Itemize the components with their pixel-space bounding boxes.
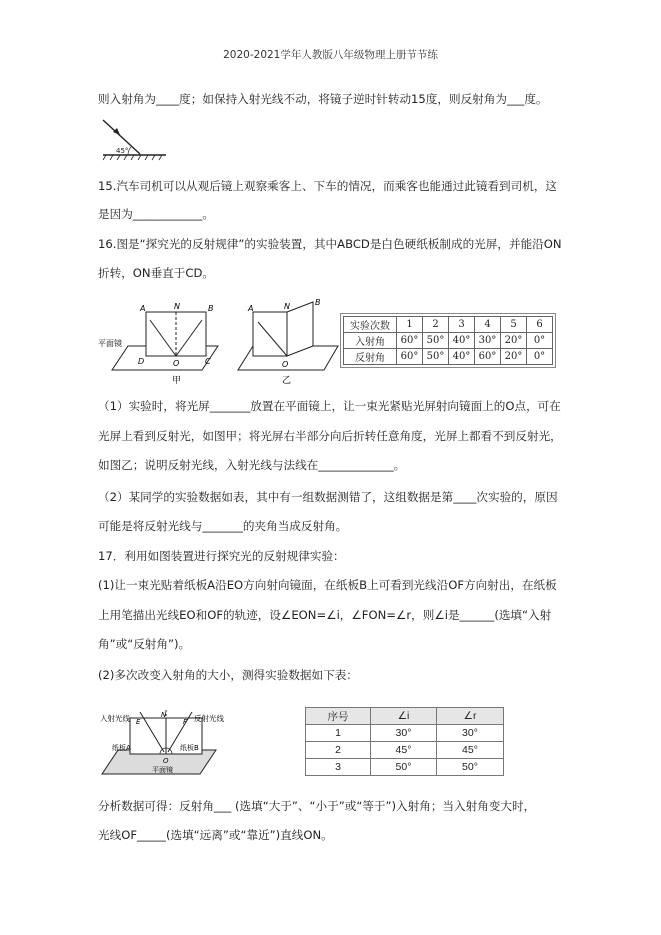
label-board-B: 纸板B bbox=[180, 744, 199, 752]
figure-yi bbox=[238, 298, 338, 386]
label-D: D bbox=[138, 357, 145, 366]
table-row bbox=[306, 725, 504, 742]
table-cell: 入射角 bbox=[344, 333, 397, 349]
table-cell: 4 bbox=[475, 317, 501, 333]
q17-part1-line-2: 上用笔描出光线EO和OF的轨迹，设∠EON=∠i，∠FON=∠r，则∠i是______(选填“入射 bbox=[98, 608, 552, 622]
q16-part1-line-2: 光屏上看到反射光，如图甲；将光屏右半部分向后折转任意角度，光屏上都看不到反射光， bbox=[98, 429, 562, 443]
label-board-A: 纸板A bbox=[112, 744, 131, 752]
angle-label: 45° bbox=[116, 147, 129, 155]
table-cell: ∠r bbox=[437, 708, 504, 725]
label-F: F bbox=[183, 718, 188, 726]
table-cell: 20° bbox=[501, 333, 527, 349]
q17-analysis-line-2: 光线OF_____(选填“远离”或“靠近”)直线ON。 bbox=[98, 828, 333, 842]
label-A: A bbox=[248, 304, 254, 313]
label-O: O bbox=[173, 359, 180, 368]
table-row bbox=[306, 759, 504, 776]
table-cell: 0° bbox=[527, 349, 553, 365]
q17-analysis-line-1: 分析数据可得：反射角___ (选填“大于”、“小于”或“等于”)入射角；当入射角变大时， bbox=[98, 799, 536, 813]
q15-line-2: 是因为____________。 bbox=[98, 207, 214, 221]
q16-data-table bbox=[343, 316, 553, 365]
table-row bbox=[306, 742, 504, 759]
q16-part1-line-3: 如图乙；说明反射光线，入射光线与法线在_____________。 bbox=[98, 458, 406, 472]
label-A: A bbox=[140, 304, 146, 313]
table-cell: 50° bbox=[437, 759, 504, 776]
q16-figures bbox=[98, 298, 348, 388]
table-cell: ∠i bbox=[371, 708, 437, 725]
table-cell: 序号 bbox=[306, 708, 371, 725]
q17-title: 17．利用如图装置进行探究光的反射规律实验： bbox=[98, 549, 345, 563]
label-reflected: 反射光线 bbox=[194, 714, 224, 723]
q17-part1-line-3: 角”或“反射角”)。 bbox=[98, 637, 191, 651]
q16-part2-line-1: （2）某同学的实验数据如表，其中有一组数据测错了，这组数据是第____次实验的，原因 bbox=[98, 490, 558, 504]
label-N: N bbox=[161, 711, 167, 719]
table-header-row bbox=[306, 708, 504, 725]
table-cell: 30° bbox=[475, 333, 501, 349]
label-jia: 甲 bbox=[172, 376, 182, 386]
table-cell: 30° bbox=[371, 725, 437, 742]
q14-text-line: 则入射角为____度；如保持入射光线不动，将镜子逆时针转动15度，则反射角为___度。 bbox=[98, 92, 548, 106]
label-incident: 入射光线 bbox=[100, 714, 130, 723]
table-cell: 3 bbox=[306, 759, 371, 776]
table-header-row bbox=[344, 317, 553, 333]
table-cell: 30° bbox=[437, 725, 504, 742]
table-cell: 1 bbox=[306, 725, 371, 742]
label-yi: 乙 bbox=[282, 376, 292, 386]
q17-part1-line-1: (1)让一束光贴着纸板A沿EO方向射向镜面，在纸板B上可看到光线沿OF方向射出，在纸板 bbox=[98, 578, 557, 592]
q17-apparatus-figure bbox=[98, 700, 233, 778]
table-cell: 50° bbox=[423, 333, 449, 349]
ray-arrow bbox=[113, 128, 120, 135]
figure-jia bbox=[98, 302, 218, 386]
table-cell: 45° bbox=[437, 742, 504, 759]
q16-part2-line-2: 可能是将反射光线与_______的夹角当成反射角。 bbox=[98, 519, 348, 533]
q17-part2-line: (2)多次改变入射角的大小，测得实验数据如下表： bbox=[98, 668, 358, 682]
table-cell: 6 bbox=[527, 317, 553, 333]
table-cell: 60° bbox=[397, 349, 423, 365]
label-N: N bbox=[284, 302, 290, 311]
label-O: O bbox=[163, 757, 169, 765]
mirror-hatching bbox=[103, 155, 162, 160]
q17-data-table-wrap bbox=[305, 707, 504, 776]
table-cell: 20° bbox=[501, 349, 527, 365]
label-mirror: 平面镜 bbox=[98, 339, 122, 348]
table-cell: 3 bbox=[449, 317, 475, 333]
table-cell: 50° bbox=[423, 349, 449, 365]
table-cell: 40° bbox=[449, 333, 475, 349]
table-row bbox=[344, 349, 553, 365]
table-cell: 2 bbox=[306, 742, 371, 759]
label-O: O bbox=[282, 360, 289, 369]
label-B: B bbox=[315, 298, 321, 307]
table-row bbox=[344, 333, 553, 349]
q16-part1-line-1: （1）实验时，将光屏_______放置在平面镜上，让一束光紧贴光屏射向镜面上的O点，可在 bbox=[98, 399, 561, 413]
table-cell: 5 bbox=[501, 317, 527, 333]
table-cell: 2 bbox=[423, 317, 449, 333]
table-cell: 50° bbox=[371, 759, 437, 776]
q16-line-2: 折转，ON垂直于CD。 bbox=[98, 266, 214, 280]
table-cell: 60° bbox=[475, 349, 501, 365]
label-B: B bbox=[208, 304, 214, 313]
table-cell: 1 bbox=[397, 317, 423, 333]
table-cell: 实验次数 bbox=[344, 317, 397, 333]
q16-line-1: 16.图是“探究光的反射规律”的实验装置，其中ABCD是白色硬纸板制成的光屏，并能沿ON bbox=[98, 237, 562, 251]
q17-data-table bbox=[305, 707, 504, 776]
angle-arc bbox=[128, 147, 131, 155]
table-cell: 反射角 bbox=[344, 349, 397, 365]
table-cell: 60° bbox=[397, 333, 423, 349]
label-mirror: 平面镜 bbox=[152, 766, 173, 774]
page-header: 2020-2021学年人教版八年级物理上册节节练 bbox=[223, 49, 438, 61]
mirror-45-figure bbox=[98, 112, 168, 162]
screen-right-folded bbox=[287, 302, 313, 356]
q16-data-table-frame bbox=[340, 313, 556, 368]
label-C: C bbox=[205, 357, 211, 366]
table-cell: 0° bbox=[527, 333, 553, 349]
table-cell: 40° bbox=[449, 349, 475, 365]
label-E: E bbox=[136, 718, 141, 726]
label-N: N bbox=[174, 302, 180, 311]
q15-line-1: 15.汽车司机可以从观后镜上观察乘客上、下车的情况，而乘客也能通过此镜看到司机，这 bbox=[98, 179, 558, 193]
table-cell: 45° bbox=[371, 742, 437, 759]
